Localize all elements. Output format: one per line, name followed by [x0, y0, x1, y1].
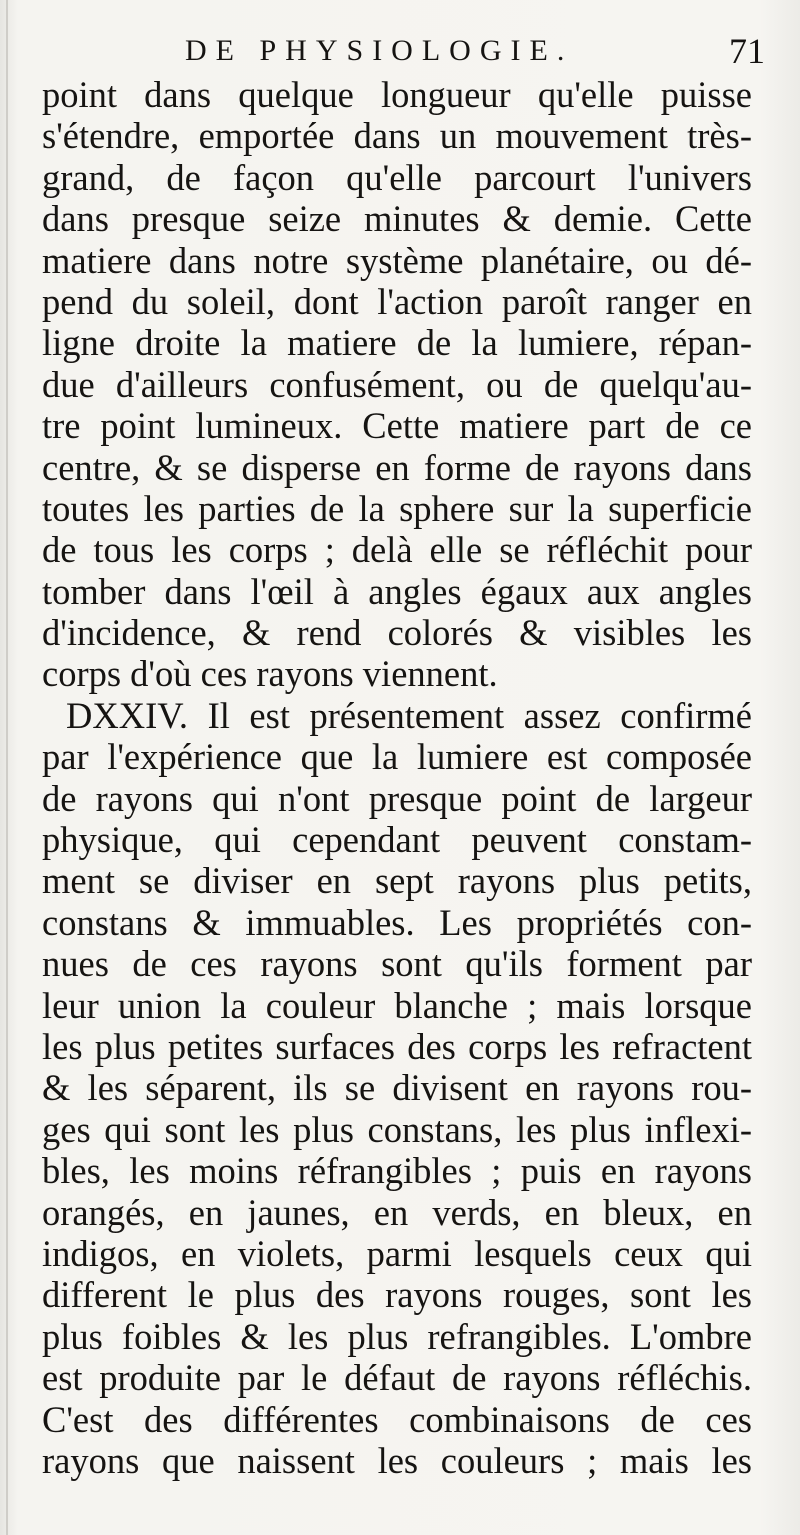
text-line: orangés, en jaunes, en verds, en bleux, en [42, 1191, 752, 1233]
text-line: toutes les parties de la sphere sur la superficie [42, 487, 752, 529]
running-head: DE PHYSIOLOGIE. [185, 34, 574, 67]
text-line: nues de ces rayons sont qu'ils forment par [42, 943, 752, 985]
text-line: bles, les moins réfrangibles ; puis en rayons [42, 1150, 752, 1192]
text-line: les plus petites surfaces des corps les refractent [42, 1025, 752, 1067]
text-line: physique, qui cependant peuvent constam- [42, 819, 752, 861]
text-line: different le plus des rayons rouges, sont les [42, 1274, 752, 1316]
text-line: point dans quelque longueur qu'elle puisse [42, 74, 752, 115]
text-line: rayons que naissent les couleurs ; mais les [42, 1439, 752, 1481]
text-line: est produite par le défaut de rayons réfléchis. [42, 1357, 752, 1399]
text-line: de rayons qui n'ont presque point de largeur [42, 777, 752, 819]
text-line: dans presque seize minutes & demie. Cette [42, 198, 752, 240]
section-start-line: DXXIV. Il est présentement assez confirmé [66, 694, 752, 736]
text-line: tomber dans l'œil à angles égaux aux angles [42, 570, 752, 612]
text-line: C'est des différentes combinaisons de ces [42, 1398, 752, 1440]
text-line: tre point lumineux. Cette matiere part de ce [42, 405, 752, 447]
text-line: due d'ailleurs confusément, ou de quelqu'au- [42, 363, 752, 405]
text-line: ges qui sont les plus constans, les plus inflexi- [42, 1108, 752, 1150]
page-number: 71 [729, 31, 765, 71]
text-line: & les séparent, ils se divisent en rayons rou- [42, 1067, 752, 1109]
text-line: d'incidence, & rend colorés & visibles les [42, 612, 752, 654]
page-header [185, 30, 775, 74]
text-line: de tous les corps ; delà elle se réfléchit pour [42, 529, 752, 571]
text-line: plus foibles & les plus refrangibles. L'ombre [42, 1315, 752, 1357]
text-line: indigos, en violets, parmi lesquels ceux qui [42, 1232, 752, 1274]
text-line: ment se diviser en sept rayons plus petits, [42, 860, 752, 902]
text-line: matiere dans notre système planétaire, ou dé- [42, 239, 752, 281]
text-line: constans & immuables. Les propriétés con- [42, 901, 752, 943]
paragraph-end-line: corps d'où ces rayons viennent. [42, 653, 498, 695]
text-line: leur union la couleur blanche ; mais lorsque [42, 984, 752, 1026]
text-line: grand, de façon qu'elle parcourt l'univers [42, 156, 752, 198]
body-text [42, 74, 752, 1481]
page-edge-shadow [6, 0, 8, 1535]
text-line: par l'expérience que la lumiere est composée [42, 736, 752, 778]
text-line: centre, & se disperse en forme de rayons dans [42, 446, 752, 488]
text-line: ligne droite la matiere de la lumiere, répan- [42, 322, 752, 364]
text-line: pend du soleil, dont l'action paroît ranger en [42, 280, 752, 322]
text-line: s'étendre, emportée dans un mouvement très- [42, 115, 752, 157]
